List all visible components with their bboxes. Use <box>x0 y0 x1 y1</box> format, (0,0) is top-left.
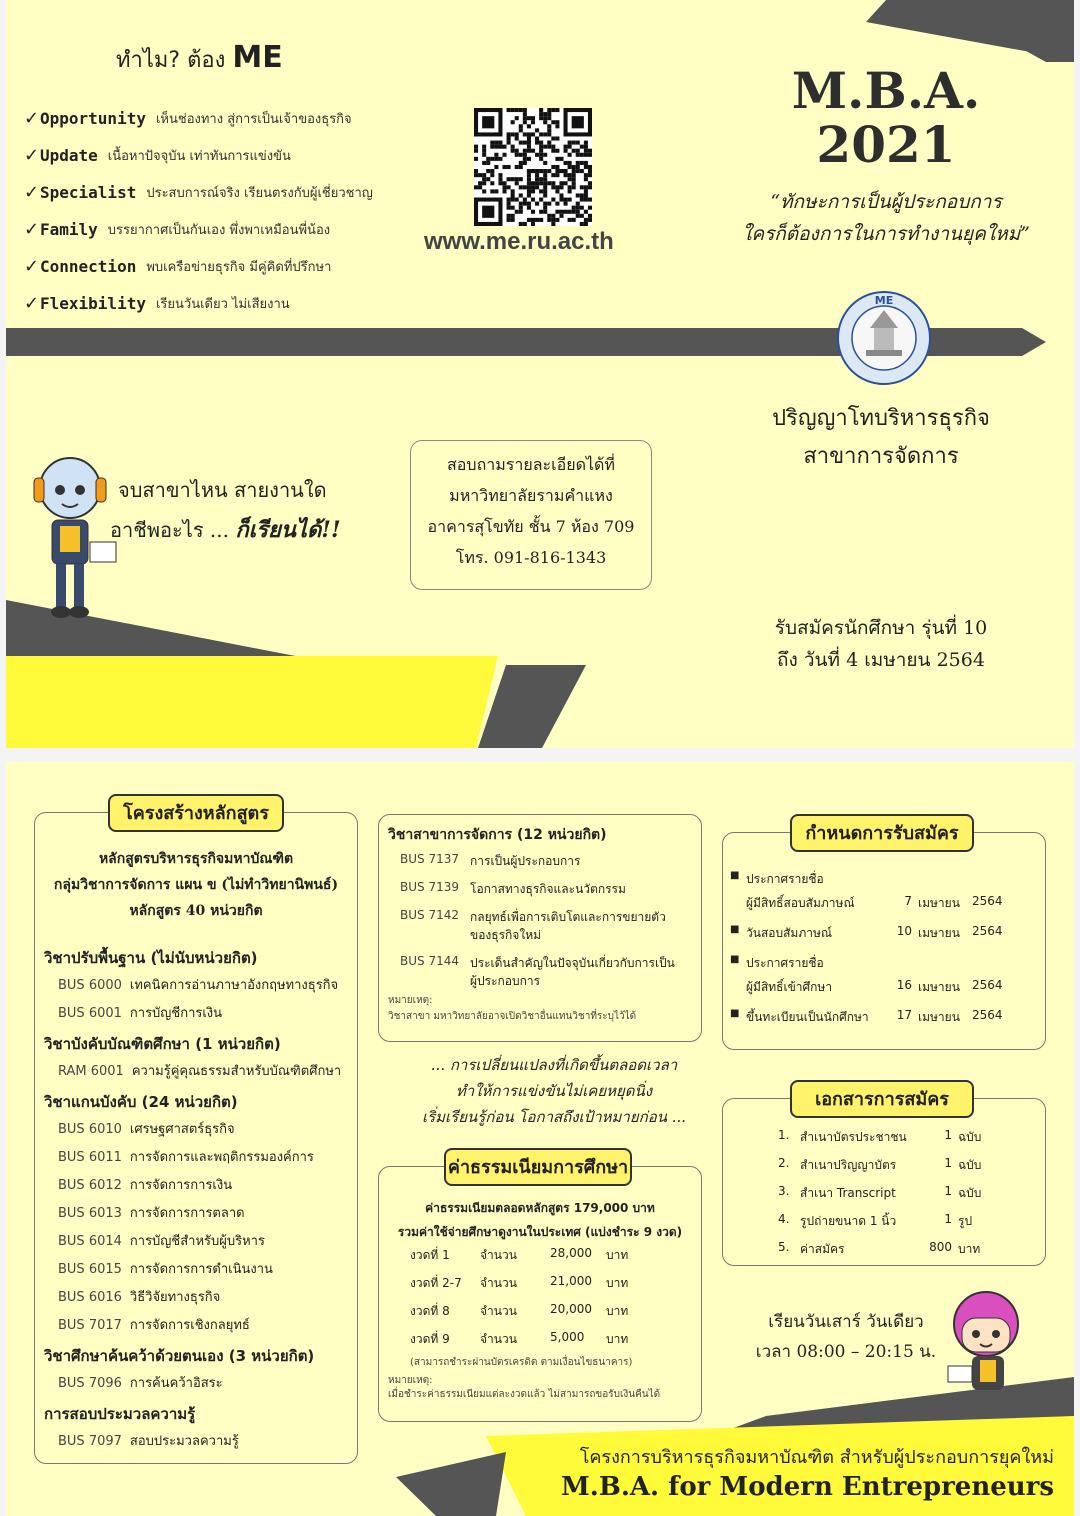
document-unit: ฉบับ <box>958 1158 982 1172</box>
why-me-prefix: ทำไม? ต้อง <box>116 48 226 73</box>
curriculum-head2: กลุ่มวิชาการจัดการ แผน ข (ไม่ทำวิทยานิพนธ์) <box>53 877 339 893</box>
course-name: วิธีวิจัยทางธุรกิจ <box>129 1290 221 1305</box>
course-name: เทคนิคการอ่านภาษาอังกฤษทางธุรกิจ <box>129 978 339 993</box>
bullet-icon: ■ <box>730 924 740 935</box>
reason-description: เห็นช่องทาง สู่การเป็นเจ้าของธุรกิจ <box>155 112 352 127</box>
installment-amount: 5,000 <box>550 1330 585 1344</box>
course-row <box>58 1314 250 1335</box>
schedule-item-label: วันสอบสัมภาษณ์ <box>746 926 833 940</box>
course-name-cont: ผู้ประกอบการ <box>470 974 541 988</box>
curriculum-head3: หลักสูตร 40 หน่วยกิต <box>129 903 263 919</box>
course-code: BUS 7137 <box>400 852 459 866</box>
check-icon: ✓ <box>24 145 40 166</box>
course-name: การจัดการและพฤติกรรมองค์การ <box>129 1150 314 1165</box>
currency-label: บาท <box>606 1276 629 1290</box>
course-code: BUS 7097 <box>58 1434 122 1449</box>
course-row <box>58 1060 341 1081</box>
document-qty: 1 <box>944 1212 952 1226</box>
slogan-line2-a: อาชีพอะไร ... <box>110 518 229 542</box>
reason-item <box>24 137 373 174</box>
document-number: 2. <box>778 1156 790 1170</box>
check-icon: ✓ <box>24 256 40 277</box>
schedule-tag: กำหนดการรับสมัคร <box>790 814 974 852</box>
schedule-year: 2564 <box>972 894 1003 908</box>
document-unit: ฉบับ <box>958 1130 982 1144</box>
curriculum-section-title: วิชาแกนบังคับ (24 หน่วยกิต) <box>44 1093 238 1111</box>
course-row <box>58 974 338 995</box>
quote-line1: “ทักษะการเป็นผู้ประกอบการ <box>770 191 1002 213</box>
reason-item <box>24 285 373 322</box>
documents-box <box>722 1098 1046 1266</box>
course-code: BUS 7144 <box>400 954 459 968</box>
fees-note-label: หมายเหตุ: <box>388 1375 433 1386</box>
contact-building: อาคารสุโขทัย ชั้น 7 ห้อง 709 <box>427 517 635 536</box>
schedule-year: 2564 <box>972 1008 1003 1022</box>
document-number: 3. <box>778 1184 790 1198</box>
major-title: วิชาสาขาการจัดการ (12 หน่วยกิต) <box>388 827 607 843</box>
course-code: BUS 7017 <box>58 1318 122 1333</box>
course-code: BUS 6013 <box>58 1206 122 1221</box>
motto-line1: ... การเปลี่ยนแปลงที่เกิดขึ้นตลอดเวลา <box>430 1056 678 1074</box>
document-unit: รูป <box>958 1214 973 1228</box>
course-code: BUS 6011 <box>58 1150 122 1165</box>
apply-deadline: ถึง วันที่ 4 เมษายน 2564 <box>777 649 985 671</box>
fees-summary <box>382 1196 698 1244</box>
installment-amount: 21,000 <box>550 1274 592 1288</box>
installment-label: งวดที่ 2-7 <box>410 1276 462 1290</box>
document-name: สำเนาปริญญาบัตร <box>800 1158 897 1172</box>
course-code: BUS 7096 <box>58 1376 122 1391</box>
installment-label: งวดที่ 8 <box>410 1304 450 1318</box>
schedule-month: เมษายน <box>918 980 960 994</box>
reason-keyword: Opportunity <box>40 109 146 128</box>
motto-line2: ทำให้การแข่งขันไม่เคยหยุดนิ่ง <box>455 1082 653 1100</box>
major-course-row <box>400 852 580 870</box>
major-course-row <box>400 880 626 898</box>
fees-card-note: (สามารถชำระผ่านบัตรเครดิต ตามเงื่อนไขธนาคาร) <box>410 1357 633 1368</box>
course-row <box>58 1258 273 1279</box>
curriculum-header <box>38 846 354 924</box>
installment-label: งวดที่ 9 <box>410 1332 450 1346</box>
course-name: การจัดการเชิงกลยุทธ์ <box>129 1318 250 1333</box>
mba-title-year: 2021 <box>816 115 956 174</box>
quote-line2: ใครก็ต้องการในการทำงานยุคใหม่” <box>742 223 1030 245</box>
course-name: การบัญชีสำหรับผู้บริหาร <box>129 1234 265 1249</box>
degree-line2: สาขาการจัดการ <box>803 444 959 469</box>
course-row <box>58 1430 239 1451</box>
reason-description: พบเครือข่ายธุรกิจ มีคู่คิดที่ปรึกษา <box>146 260 332 275</box>
document-qty: 1 <box>944 1128 952 1142</box>
schedule-month: เมษายน <box>918 926 960 940</box>
document-qty: 1 <box>944 1156 952 1170</box>
reason-keyword: Connection <box>40 257 137 276</box>
curriculum-section-title: วิชาศึกษาค้นคว้าด้วยตนเอง (3 หน่วยกิต) <box>44 1347 315 1365</box>
schedule-item-label: ประกาศรายชื่อ <box>746 956 824 970</box>
schedule-month: เมษายน <box>918 896 960 910</box>
website-link[interactable]: www.me.ru.ac.th <box>424 228 614 255</box>
svg-text:ME: ME <box>874 294 894 307</box>
course-row <box>58 1230 265 1251</box>
course-name: ความรู้คู่คุณธรรมสำหรับบัณฑิตศึกษา <box>131 1064 342 1079</box>
major-note: วิชาสาขา มหาวิทยาลัยอาจเปิดวิชาอื่นแทนวิชาที่ระบุไว้ได้ <box>388 1011 637 1022</box>
course-name-block <box>470 880 626 898</box>
robot-mascot-icon <box>28 452 120 622</box>
reason-description: เรียนวันเดียว ไม่เสียงาน <box>155 297 290 312</box>
course-name-cont: ของธุรกิจใหม่ <box>470 928 542 942</box>
course-row <box>58 1002 222 1023</box>
contact-phone[interactable]: โทร. 091-816-1343 <box>455 548 607 567</box>
schedule-day: 16 <box>896 978 912 992</box>
installment-amount: 20,000 <box>550 1302 592 1316</box>
reason-description: เนื้อหาปัจจุบัน เท่าทันการแข่งขัน <box>107 149 291 164</box>
currency-label: บาท <box>606 1304 629 1318</box>
reason-keyword: Update <box>40 146 98 165</box>
bullet-icon: ■ <box>730 1008 740 1019</box>
installment-label: งวดที่ 1 <box>410 1248 450 1262</box>
document-unit: บาท <box>958 1242 981 1256</box>
schedule-month: เมษายน <box>918 1010 960 1024</box>
reason-item <box>24 174 373 211</box>
amount-label: จำนวน <box>480 1276 517 1290</box>
reason-keyword: Family <box>40 220 98 239</box>
schedule-year: 2564 <box>972 978 1003 992</box>
curriculum-head1: หลักสูตรบริหารธุรกิจมหาบัณฑิต <box>98 851 294 867</box>
fees-tag: ค่าธรรมเนียมการศึกษา <box>444 1148 632 1186</box>
schedule-day: 10 <box>896 924 912 938</box>
document-name: รูปถ่ายขนาด 1 นิ้ว <box>800 1214 897 1228</box>
reason-item <box>24 100 373 137</box>
document-qty: 1 <box>944 1184 952 1198</box>
course-code: BUS 6014 <box>58 1234 122 1249</box>
documents-tag: เอกสารการสมัคร <box>790 1080 974 1118</box>
details-panel <box>6 762 1074 1516</box>
document-qty: 800 <box>929 1240 952 1254</box>
me-logo-icon <box>836 290 932 386</box>
footer-brand: M.B.A. for Modern Entrepreneurs <box>561 1472 1054 1502</box>
degree-title <box>746 400 1016 476</box>
installment-amount: 28,000 <box>550 1246 592 1260</box>
application-notice <box>746 612 1016 676</box>
bullet-icon: ■ <box>730 870 740 881</box>
curriculum-section-title: วิชาปรับพื้นฐาน (ไม่นับหน่วยกิต) <box>44 949 258 967</box>
document-name: สำเนา Transcript <box>800 1186 896 1200</box>
course-row <box>58 1146 314 1167</box>
major-note-label: หมายเหตุ: <box>388 995 433 1006</box>
schedule-item-label: ประกาศรายชื่อ <box>746 872 824 886</box>
amount-label: จำนวน <box>480 1304 517 1318</box>
schedule-item-label-cont: ผู้มีสิทธิ์สอบสัมภาษณ์ <box>746 896 855 910</box>
schedule-item-label: ขึ้นทะเบียนเป็นนักศึกษา <box>746 1010 869 1024</box>
course-row <box>58 1174 232 1195</box>
course-code: BUS 6001 <box>58 1006 122 1021</box>
schedule-day: 17 <box>896 1008 912 1022</box>
check-icon: ✓ <box>24 108 40 129</box>
why-me-brand: ME <box>232 40 283 75</box>
footer-program: โครงการบริหารธุรกิจมหาบัณฑิต สำหรับผู้ประกอบการยุคใหม่ <box>579 1447 1054 1468</box>
reason-item <box>24 211 373 248</box>
course-name: โอกาสทางธุรกิจและนวัตกรรม <box>470 882 626 896</box>
study-day: เรียนวันเสาร์ วันเดียว <box>768 1312 924 1332</box>
bullet-icon: ■ <box>730 954 740 965</box>
cover-panel <box>6 0 1074 748</box>
course-name: การค้นคว้าอิสระ <box>129 1376 223 1391</box>
course-name: เศรษฐศาสตร์ธุรกิจ <box>129 1122 235 1137</box>
course-code: BUS 6015 <box>58 1262 122 1277</box>
schedule-year: 2564 <box>972 924 1003 938</box>
motto <box>384 1052 724 1130</box>
check-icon: ✓ <box>24 182 40 203</box>
course-row <box>58 1372 223 1393</box>
curriculum-tag: โครงสร้างหลักสูตร <box>108 794 284 832</box>
schedule-day: 7 <box>904 894 912 908</box>
document-number: 4. <box>778 1212 790 1226</box>
course-code: RAM 6001 <box>58 1064 124 1079</box>
amount-label: จำนวน <box>480 1248 517 1262</box>
course-name: กลยุทธ์เพื่อการเติบโตและการขยายตัว <box>470 910 666 924</box>
major-course-row <box>400 908 666 944</box>
slogan-line2-b: ก็เรียนได้!! <box>235 517 341 543</box>
mba-title-line1: M.B.A. <box>791 61 981 120</box>
currency-label: บาท <box>606 1332 629 1346</box>
fees-installments: รวมค่าใช้จ่ายศึกษาดูงานในประเทศ (แบ่งชำระ 9 งวด) <box>397 1225 683 1239</box>
check-icon: ✓ <box>24 293 40 314</box>
course-code: BUS 7142 <box>400 908 459 922</box>
major-course-row <box>400 954 675 990</box>
fees-total: ค่าธรรมเนียมตลอดหลักสูตร 179,000 บาท <box>425 1201 655 1215</box>
course-code: BUS 7139 <box>400 880 459 894</box>
reason-description: บรรยากาศเป็นกันเอง พึ่งพาเหมือนพี่น้อง <box>107 223 331 238</box>
study-schedule <box>746 1307 946 1367</box>
reason-description: ประสบการณ์จริง เรียนตรงกับผู้เชี่ยวชาญ <box>146 186 373 201</box>
degree-line1: ปริญญาโทบริหารธุรกิจ <box>772 406 990 431</box>
contact-heading: สอบถามรายละเอียดได้ที่ <box>447 455 615 474</box>
course-code: BUS 6010 <box>58 1122 122 1137</box>
reason-keyword: Flexibility <box>40 294 146 313</box>
reason-keyword: Specialist <box>40 183 137 202</box>
tagline-quote <box>726 186 1046 250</box>
contact-box <box>410 440 652 590</box>
reason-item <box>24 248 373 285</box>
apply-cohort: รับสมัครนักศึกษา รุ่นที่ 10 <box>774 617 988 639</box>
course-code: BUS 6016 <box>58 1290 122 1305</box>
check-icon: ✓ <box>24 219 40 240</box>
course-name-block <box>470 908 666 944</box>
course-row <box>58 1286 220 1307</box>
document-unit: ฉบับ <box>958 1186 982 1200</box>
course-name: ประเด็นสำคัญในปัจจุบันเกี่ยวกับการเป็น <box>470 956 675 970</box>
course-name: การจัดการการเงิน <box>129 1178 233 1193</box>
course-row <box>58 1202 245 1223</box>
why-me-title <box>116 40 283 77</box>
slogan-line2 <box>110 512 341 547</box>
currency-label: บาท <box>606 1248 629 1262</box>
course-name: การจัดการการดำเนินงาน <box>129 1262 273 1277</box>
course-name: การจัดการการตลาด <box>129 1206 245 1221</box>
contact-university: มหาวิทยาลัยรามคำแหง <box>449 486 613 505</box>
motto-line3: เริ่มเรียนรู้ก่อน โอกาสถึงเป้าหมายก่อน ... <box>421 1108 687 1126</box>
curriculum-section-title: การสอบประมวลความรู้ <box>44 1405 196 1423</box>
document-name: ค่าสมัคร <box>800 1242 845 1256</box>
curriculum-section-title: วิชาบังคับบัณฑิตศึกษา (1 หน่วยกิต) <box>44 1035 281 1053</box>
course-name: สอบประมวลความรู้ <box>129 1434 239 1449</box>
course-name: การเป็นผู้ประกอบการ <box>470 854 581 868</box>
document-name: สำเนาบัตรประชาชน <box>800 1130 907 1144</box>
mba-title <box>766 61 1006 174</box>
document-number: 5. <box>778 1240 790 1254</box>
amount-label: จำนวน <box>480 1332 517 1346</box>
study-time: เวลา 08:00 – 20:15 น. <box>755 1342 937 1362</box>
reasons-list <box>24 100 373 322</box>
girl-mascot-icon <box>944 1284 1030 1394</box>
document-number: 1. <box>778 1128 790 1142</box>
course-name-block <box>470 954 675 990</box>
course-name: การบัญชีการเงิน <box>129 1006 223 1021</box>
qr-code-icon <box>474 108 592 226</box>
course-code: BUS 6012 <box>58 1178 122 1193</box>
course-code: BUS 6000 <box>58 978 122 993</box>
schedule-item-label-cont: ผู้มีสิทธิ์เข้าศึกษา <box>746 980 833 994</box>
course-row <box>58 1118 235 1139</box>
course-name-block <box>470 852 580 870</box>
fees-note: เมื่อชำระค่าธรรมเนียมแต่ละงวดแล้ว ไม่สามารถขอรับเงินคืนได้ <box>388 1389 661 1400</box>
slogan-line1: จบสาขาไหน สายงานใด <box>118 478 327 502</box>
